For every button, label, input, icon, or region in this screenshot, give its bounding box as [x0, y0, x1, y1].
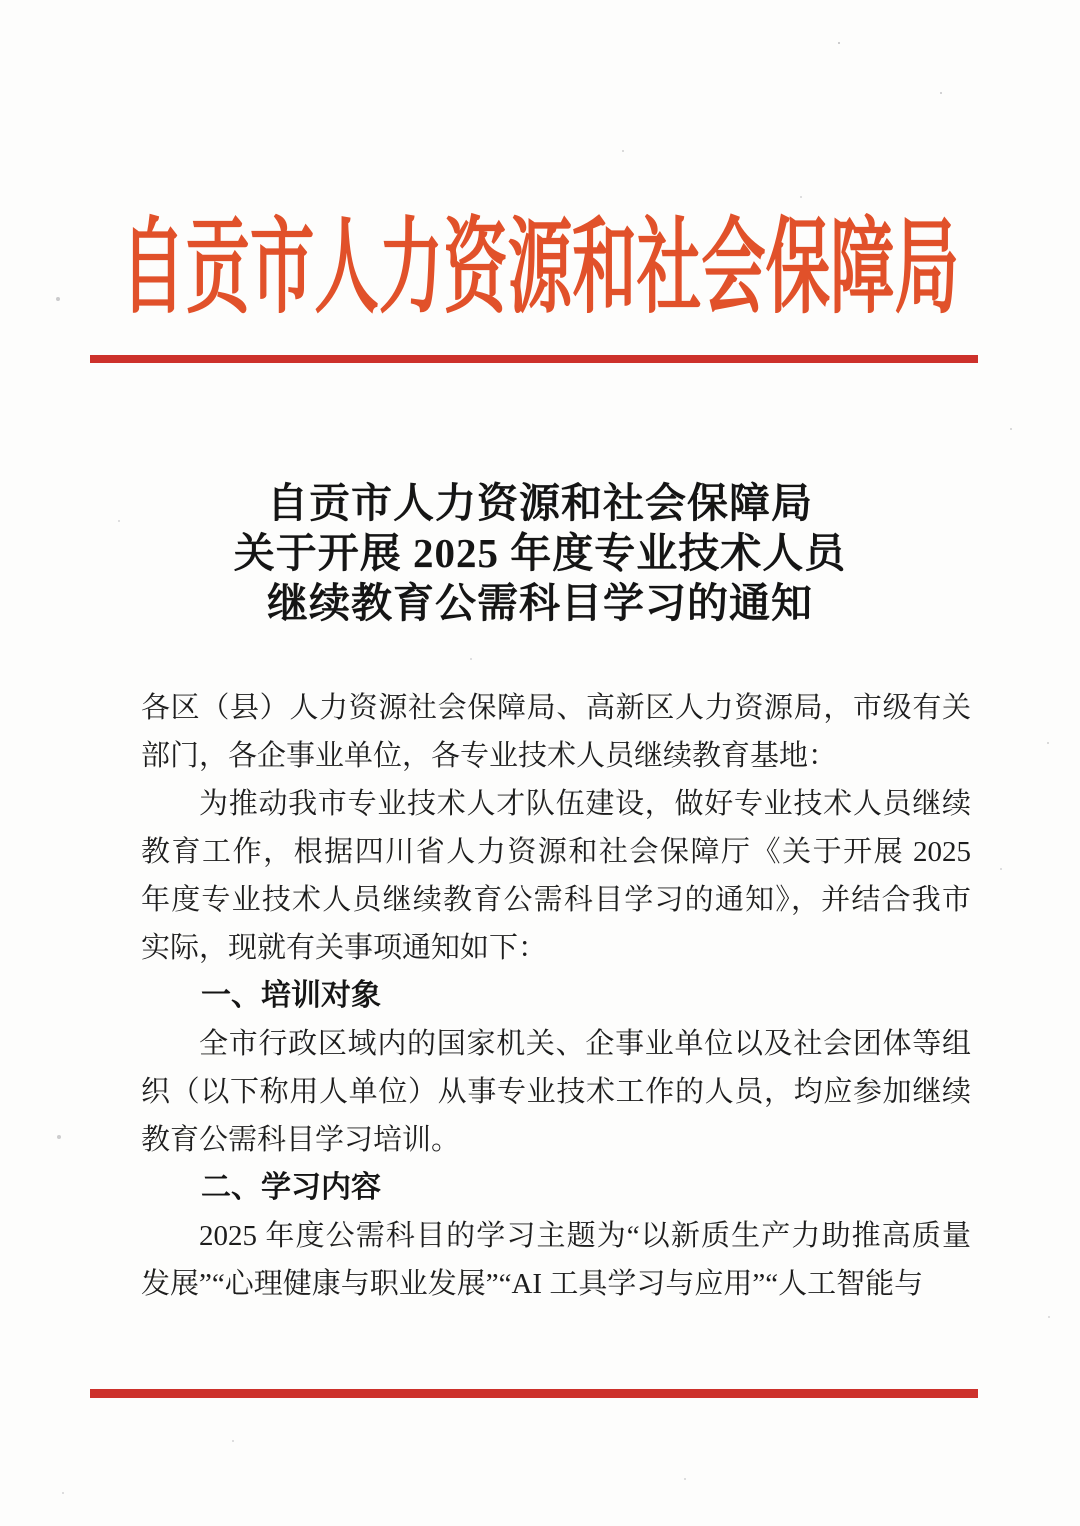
text-line: 实际，现就有关事项通知如下： — [141, 932, 548, 964]
addressee-paragraph — [141, 684, 971, 780]
text-line: 各区（县）人力资源社会保障局、高新区人力资源局，市级有关 — [141, 692, 971, 724]
text-line: 织（以下称用人单位）从事专业技术工作的人员，均应参加继续 — [141, 1076, 971, 1108]
body-paragraph — [141, 1020, 971, 1164]
text-line: 部门，各企事业单位，各专业技术人员继续教育基地： — [141, 740, 838, 772]
text-line: 为推动我市专业技术人才队伍建设，做好专业技术人员继续 — [199, 788, 971, 820]
document-body — [141, 684, 971, 1308]
document-title — [0, 478, 1080, 628]
section-heading — [141, 1164, 971, 1212]
text-line: 全市行政区域内的国家机关、企事业单位以及社会团体等组 — [199, 1028, 971, 1060]
letterhead-agency-name: 自贡市人力资源和社会保障局 — [120, 211, 960, 326]
footer-rule — [90, 1389, 978, 1398]
document-title-line-1: 自贡市人力资源和社会保障局 — [267, 480, 813, 526]
body-paragraph — [141, 780, 971, 972]
text-line: 教育公需科目学习培训。 — [141, 1124, 461, 1156]
text-line: 一、培训对象 — [201, 979, 381, 1012]
letterhead — [0, 212, 1080, 326]
document-title-line-3: 继续教育公需科目学习的通知 — [267, 580, 813, 626]
text-line: 二、学习内容 — [201, 1171, 381, 1204]
text-line: 教育工作，根据四川省人力资源和社会保障厅《关于开展 2025 — [141, 836, 971, 868]
text-line: 2025 年度公需科目的学习主题为“以新质生产力助推高质量 — [199, 1220, 971, 1252]
text-line: 发展”“心理健康与职业发展”“AI 工具学习与应用”“人工智能与 — [141, 1268, 924, 1300]
document-title-line-2: 关于开展 2025 年度专业技术人员 — [233, 530, 847, 576]
body-paragraph — [141, 1212, 971, 1308]
letterhead-divider-rule — [90, 355, 978, 363]
scan-noise-specks — [0, 0, 2, 2]
text-line: 年度专业技术人员继续教育公需科目学习的通知》，并结合我市 — [141, 884, 971, 916]
section-heading — [141, 972, 971, 1020]
